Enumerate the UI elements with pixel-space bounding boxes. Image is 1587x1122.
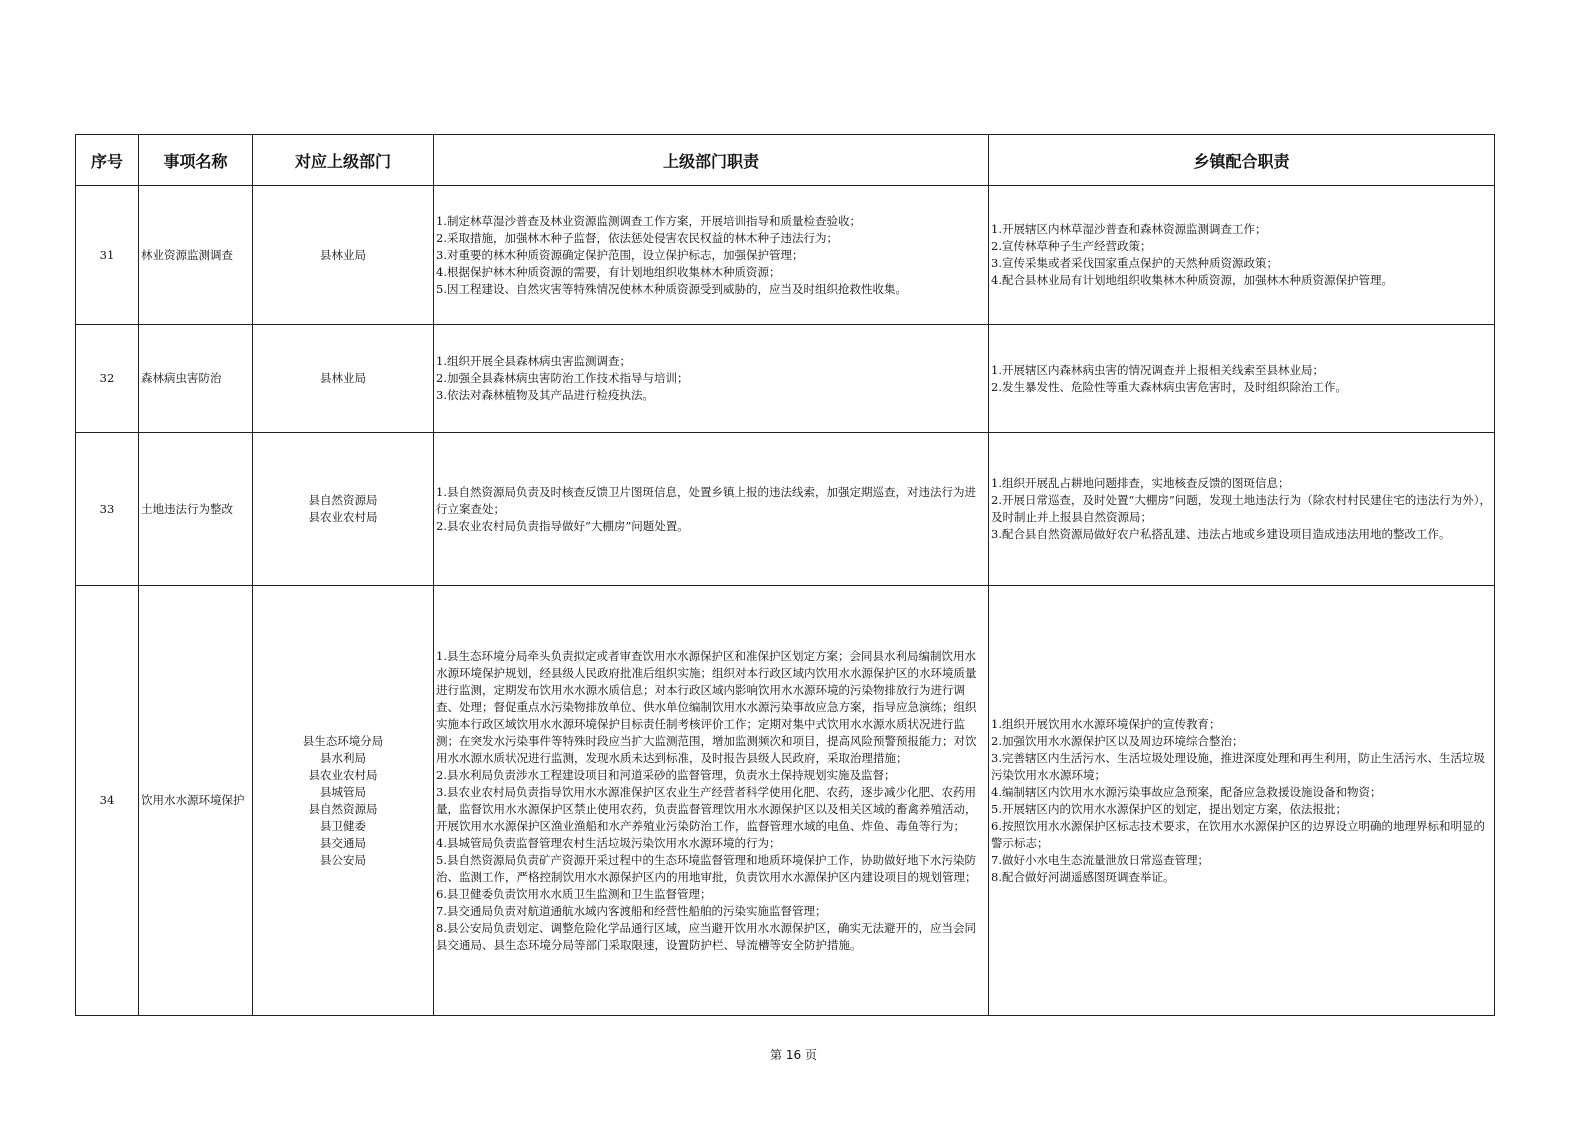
duty-line: 2.采取措施，加强林木种子监督，依法惩处侵害农民权益的林木种子违法行为； xyxy=(436,230,838,245)
table-row xyxy=(76,325,1495,433)
item-name: 土地违法行为整改 xyxy=(139,433,253,586)
duty-line: 2.开展日常巡查，及时处置“大棚房”问题，发现土地违法行为（除农村村民建住宅的违法行为外），及时制止并上报县自然资源局； xyxy=(991,493,1491,524)
duty-line: 1.组织开展全县森林病虫害监测调查； xyxy=(436,354,631,368)
row-number: 31 xyxy=(76,186,139,325)
table-row xyxy=(76,433,1495,586)
duty-line: 3.依法对森林植物及其产品进行检疫执法。 xyxy=(436,388,654,402)
header-item-name: 事项名称 xyxy=(139,135,253,186)
responsibility-table xyxy=(75,134,1495,1016)
dept-name: 县林业局 xyxy=(320,247,366,262)
superior-duties-cell xyxy=(434,325,989,433)
row-number: 32 xyxy=(76,325,139,433)
item-name: 森林病虫害防治 xyxy=(139,325,253,433)
dept-cell xyxy=(253,586,434,1016)
header-superior-duties: 上级部门职责 xyxy=(434,135,989,186)
row-number: 33 xyxy=(76,433,139,586)
duty-line: 3.对重要的林木种质资源确定保护范围，设立保护标志，加强保护管理； xyxy=(436,247,804,262)
duty-line: 2.加强饮用水水源保护区以及周边环境综合整治； xyxy=(991,733,1244,748)
duty-line: 5.因工程建设、自然灾害等特殊情况使林木种质资源受到威胁的，应当及时组织抢救性收集。 xyxy=(436,281,907,296)
duty-line: 1.组织开展乱占耕地问题排查，实地核查反馈的图斑信息； xyxy=(991,476,1290,490)
duty-line: 8.配合做好河湖遥感图斑调查举证。 xyxy=(991,869,1175,884)
duty-line: 6.县卫健委负责饮用水水质卫生监测和卫生监督管理； xyxy=(436,886,712,901)
duty-line: 3.配合县自然资源局做好农户私搭乱建、违法占地或乡建设项目造成违法用地的整改工作。 xyxy=(991,527,1451,541)
superior-duties-cell xyxy=(434,433,989,586)
duty-line: 1.开展辖区内林草湿沙普查和森林资源监测调查工作； xyxy=(991,222,1267,236)
item-name: 饮用水水源环境保护 xyxy=(139,586,253,1016)
duty-line: 2.发生暴发性、危险性等重大森林病虫害危害时，及时组织除治工作。 xyxy=(991,379,1347,394)
dept-name: 县自然资源局 xyxy=(308,801,378,816)
duty-line: 4.配合县林业局有计划地组织收集林木种质资源，加强林木种质资源保护管理。 xyxy=(991,273,1393,287)
township-duties-cell xyxy=(989,586,1495,1016)
duty-line: 2.加强全县森林病虫害防治工作技术指导与培训； xyxy=(436,371,689,385)
superior-duties-cell xyxy=(434,586,989,1016)
dept-name: 县生态环境分局 xyxy=(302,733,384,748)
table-row xyxy=(76,186,1495,325)
township-duties-cell xyxy=(989,433,1495,586)
dept-cell xyxy=(253,433,434,586)
dept-name: 县水利局 xyxy=(320,750,366,765)
row-number: 34 xyxy=(76,586,139,1016)
dept-cell xyxy=(253,325,434,433)
header-superior-dept: 对应上级部门 xyxy=(253,135,434,186)
duty-line: 1.制定林草湿沙普查及林业资源监测调查工作方案，开展培训指导和质量检查验收； xyxy=(436,213,861,228)
dept-name: 县自然资源局 xyxy=(308,493,378,507)
table-row xyxy=(76,586,1495,1016)
duty-line: 4.县城管局负责监督管理农村生活垃圾污染饮用水水源环境的行为； xyxy=(436,835,781,850)
dept-name: 县农业农村局 xyxy=(308,510,378,524)
header-row xyxy=(76,135,1495,186)
header-township-duties: 乡镇配合职责 xyxy=(989,135,1495,186)
duty-line: 8.县公安局负责划定、调整危险化学品通行区域，应当避开饮用水水源保护区，确实无法避开的，应当会同县交通局、县生态环境分局等部门采取限速，设置防护栏、导流槽等安全防护措施。 xyxy=(436,920,976,952)
dept-cell xyxy=(253,186,434,325)
dept-name: 县林业局 xyxy=(320,371,366,385)
township-duties-cell xyxy=(989,186,1495,325)
dept-name: 县交通局 xyxy=(320,835,366,850)
duty-line: 1.组织开展饮用水水源环境保护的宣传教育； xyxy=(991,716,1221,731)
duty-line: 1.开展辖区内森林病虫害的情况调查并上报相关线索至县林业局； xyxy=(991,362,1324,377)
duty-line: 1.县生态环境分局牵头负责拟定或者审查饮用水水源保护区和准保护区划定方案；会同县水利局编制饮用水水源环境保护规划，经县级人民政府批准后组织实施；组织对本行政区域内饮用水水源保护区的水环境质量进行监测，定期发布饮用水水源水质信息；对本行政区域内影响饮用水水源环境的污染物排放行为进行调查、处理；督促重点水污染物排放单位、供水单位编制饮用水水源污染事故应急方案，指导应急演练；组织实施本行政区域饮用水水源环境保护目标责任制考核评价工作；定期对集中式饮用水水源水质状况进行监测；在突发水污染事件等特殊时段应当扩大监测范围，增加监测频次和项目，提高风险预警预报能力；对饮用水水源水质状况进行监测，发现水质未达到标准，及时报告县级人民政府，采取治理措施； xyxy=(436,648,977,765)
header-no: 序号 xyxy=(76,135,139,186)
duty-line: 2.县水利局负责涉水工程建设项目和河道采砂的监督管理，负责水土保持规划实施及监督； xyxy=(436,767,896,782)
duty-line: 5.县自然资源局负责矿产资源开采过程中的生态环境监督管理和地质环境保护工作，协助做好地下水污染防治、监测工作，严格控制饮用水水源保护区内的用地审批，负责饮用水水源保护区内建设项目的规划管理； xyxy=(436,852,977,884)
duty-line: 5.开展辖区内的饮用水水源保护区的划定，提出划定方案，依法报批； xyxy=(991,801,1347,816)
dept-name: 县公安局 xyxy=(320,852,366,867)
item-name: 林业资源监测调查 xyxy=(139,186,253,325)
duty-line: 3.完善辖区内生活污水、生活垃圾处理设施，推进深度处理和再生利用，防止生活污水、生活垃圾污染饮用水水源环境； xyxy=(991,750,1485,782)
duty-line: 4.根据保护林木种质资源的需要，有计划地组织收集林木种质资源； xyxy=(436,264,781,279)
duty-line: 2.宣传林草种子生产经营政策； xyxy=(991,239,1152,253)
duty-line: 3.县农业农村局负责指导饮用水水源准保护区农业生产经营者科学使用化肥、农药，逐步减少化肥、农药用量，监督饮用水水源保护区禁止使用农药，负责监督管理饮用水水源保护区以及相关区域的畜禽养殖活动，开展饮用水水源保护区渔业渔船和水产养殖业污染防治工作，监督管理水域的电鱼、炸鱼、毒鱼等行为； xyxy=(436,784,977,833)
duty-line: 7.县交通局负责对航道通航水域内客渡船和经营性船舶的污染实施监督管理； xyxy=(436,903,827,918)
duty-line: 7.做好小水电生态流量泄放日常巡查管理； xyxy=(991,852,1209,867)
dept-name: 县农业农村局 xyxy=(308,767,378,782)
duty-line: 3.宣传采集或者采伐国家重点保护的天然种质资源政策； xyxy=(991,256,1278,270)
duty-line: 4.编制辖区内饮用水水源污染事故应急预案，配备应急救援设施设备和物资； xyxy=(991,784,1382,799)
township-duties-cell xyxy=(989,325,1495,433)
superior-duties-cell xyxy=(434,186,989,325)
duty-line: 2.县农业农村局负责指导做好“大棚房”问题处置。 xyxy=(436,518,689,533)
dept-name: 县卫健委 xyxy=(320,818,366,833)
duty-line: 6.按照饮用水水源保护区标志技术要求，在饮用水水源保护区的边界设立明确的地理界标和明显的警示标志； xyxy=(991,818,1485,850)
duty-line: 1.县自然资源局负责及时核查反馈卫片图斑信息，处置乡镇上报的违法线索，加强定期巡查，对违法行为进行立案查处； xyxy=(436,484,976,516)
page-number: 第 16 页 xyxy=(770,1048,817,1062)
dept-name: 县城管局 xyxy=(320,784,366,799)
